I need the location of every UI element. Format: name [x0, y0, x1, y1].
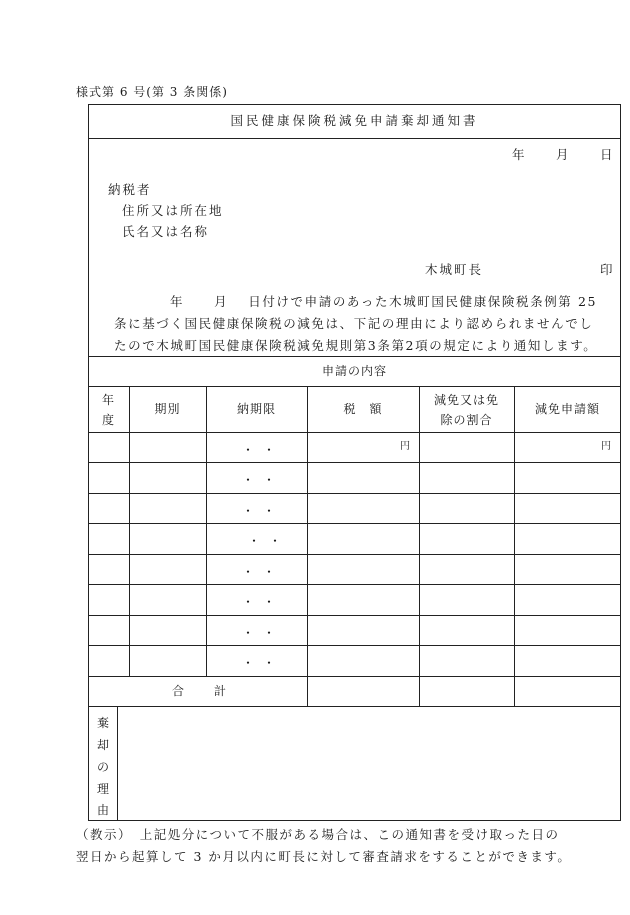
col-rule-due	[307, 386, 308, 706]
rule-row	[88, 584, 621, 585]
header-due-date: 納期限	[236, 402, 276, 416]
rule-row	[88, 554, 621, 555]
due-date-placeholder: ・・	[242, 473, 285, 487]
date-year: 年	[512, 147, 527, 162]
header-period: 期別	[154, 402, 181, 416]
instruction-line-2: 翌日から起算して 3 か月以内に町長に対して審査請求をすることができます。	[76, 849, 572, 864]
rule-row	[88, 462, 621, 463]
due-date-placeholder: ・・	[242, 626, 285, 640]
seal-mark: 印	[600, 262, 615, 277]
taxpayer-heading: 納税者	[108, 182, 152, 197]
rule-row	[88, 523, 621, 524]
yen-unit-tax: 円	[400, 441, 410, 452]
body-month: 月	[214, 294, 229, 309]
issuer-name: 木城町長	[425, 262, 484, 277]
header-nendo-1: 年	[101, 393, 115, 407]
body-line-3: たので木城町国民健康保険税減免規則第3条第2項の規定により通知します。	[114, 338, 598, 353]
reason-label-char: 由	[96, 803, 109, 817]
col-rule-reason	[117, 706, 118, 821]
yen-unit-requested: 円	[601, 441, 611, 452]
due-date-placeholder: ・・	[242, 443, 285, 457]
date-month: 月	[556, 147, 571, 162]
rule-header	[88, 432, 621, 433]
header-ratio-1: 減免又は免	[433, 393, 499, 407]
total-label: 合 計	[171, 684, 228, 698]
due-date-placeholder: ・・	[242, 656, 285, 670]
reason-label-char: 理	[96, 782, 109, 796]
reason-label-char: 棄	[96, 716, 109, 730]
instruction-line-1: （教示） 上記処分について不服がある場合は、この通知書を受け取った日の	[76, 827, 560, 842]
name-label: 氏名又は名称	[122, 224, 210, 239]
body-line-2: 条に基づく国民健康保険税の減免は、下記の理由により認められませんでし	[114, 316, 594, 331]
rule-row	[88, 645, 621, 646]
rule-row	[88, 615, 621, 616]
reason-label-char: 却	[96, 738, 109, 752]
body-year: 年	[170, 294, 185, 309]
address-label: 住所又は所在地	[122, 203, 224, 218]
due-date-placeholder: ・・	[242, 565, 285, 579]
rule-row	[88, 493, 621, 494]
due-date-placeholder: ・・	[248, 534, 291, 548]
due-date-placeholder: ・・	[242, 504, 285, 518]
header-requested-amount: 減免申請額	[534, 402, 600, 416]
col-rule-tax	[419, 386, 420, 706]
reason-label-char: の	[96, 760, 109, 774]
col-rule-ratio	[514, 386, 515, 706]
header-ratio-2: 除の割合	[440, 413, 493, 427]
header-tax-amount: 税 額	[343, 402, 383, 416]
body-line-1-rest: 日付けで申請のあった木城町国民健康保険税条例第 25	[248, 294, 598, 309]
document-title: 国民健康保険税減免申請棄却通知書	[230, 113, 479, 128]
date-day: 日	[600, 147, 615, 162]
header-nendo-2: 度	[101, 413, 115, 427]
body-line-1	[114, 291, 614, 313]
rule-total	[88, 706, 621, 707]
rule-title	[88, 138, 621, 139]
form-number-label: 様式第 6 号(第 3 条関係)	[76, 85, 228, 99]
due-date-placeholder: ・・	[242, 595, 285, 609]
